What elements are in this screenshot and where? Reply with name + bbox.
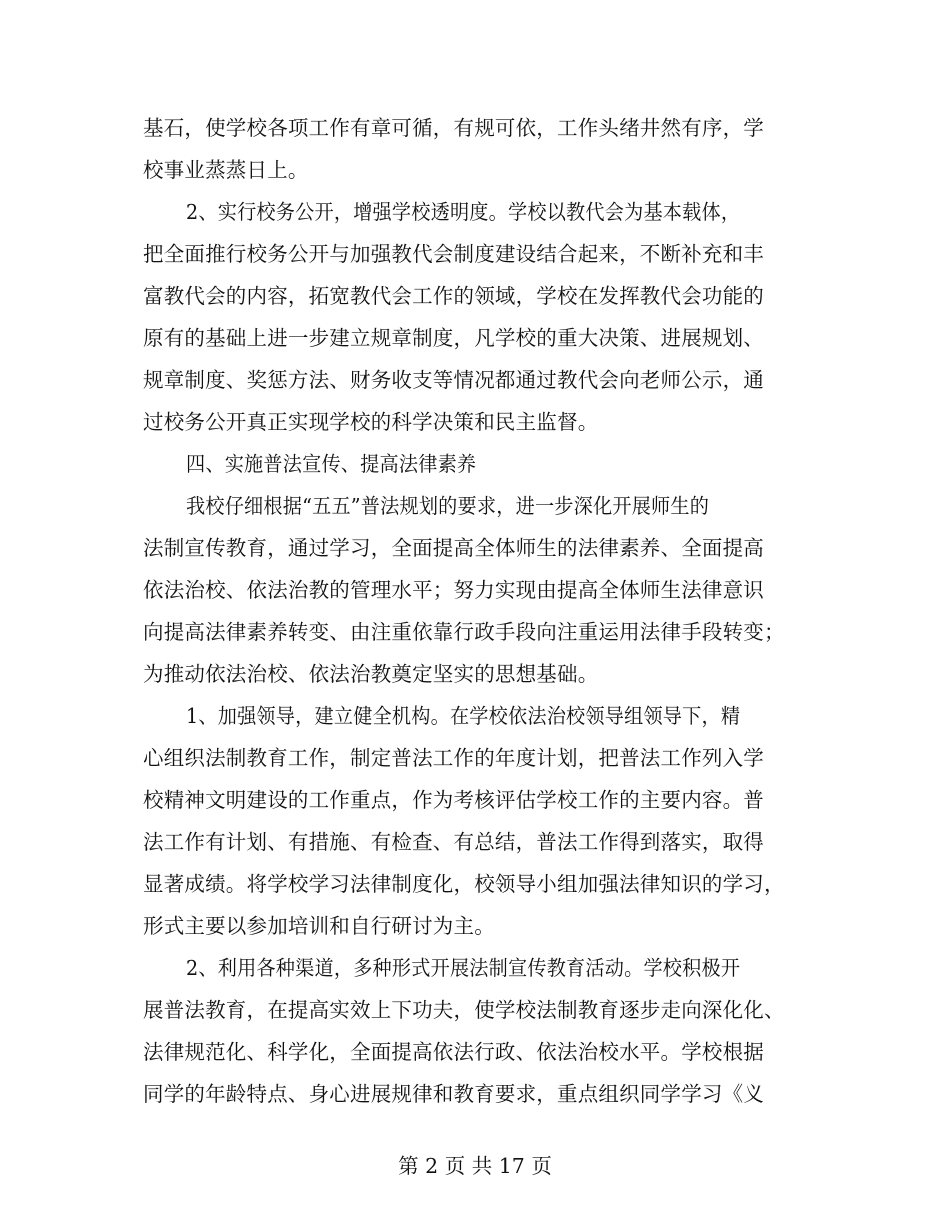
text-line: 展普法教育，在提高实效上下功夫，使学校法制教育逐步走向深化化、	[143, 998, 785, 1022]
text-line: 1、加强领导，建立健全机构。在学校依法治校领导组领导下，精	[186, 704, 741, 728]
text-line: 基石，使学校各项工作有章可循，有规可依，工作头绪井然有序，学	[143, 116, 764, 140]
text-line: 规章制度、奖惩方法、财务收支等情况都通过教代会向老师公示，通	[143, 368, 764, 392]
text-line: 我校仔细根据“五五”普法规划的要求，进一步深化开展师生的	[186, 494, 710, 518]
text-line: 心组织法制教育工作，制定普法工作的年度计划，把普法工作列入学	[143, 746, 764, 770]
text-line: 依法治校、依法治教的管理水平；努力实现由提高全体师生法律意识	[143, 578, 764, 602]
text-line: 形式主要以参加培训和自行研讨为主。	[143, 914, 495, 938]
text-line: 为推动依法治校、依法治教奠定坚实的思想基础。	[143, 662, 599, 686]
text-line: 把全面推行校务公开与加强教代会制度建设结合起来，不断补充和丰	[143, 242, 764, 266]
text-line: 2、实行校务公开，增强学校透明度。学校以教代会为基本载体，	[186, 200, 741, 224]
text-line: 法制宣传教育，通过学习，全面提高全体师生的法律素养、全面提高	[143, 536, 764, 560]
text-line: 法工作有计划、有措施、有检查、有总结，普法工作得到落实，取得	[143, 830, 764, 854]
text-line: 法律规范化、科学化，全面提高依法行政、依法治校水平。学校根据	[143, 1040, 764, 1064]
text-line: 富教代会的内容，拓宽教代会工作的领域，学校在发挥教代会功能的	[143, 284, 764, 308]
text-line: 原有的基础上进一步建立规章制度，凡学校的重大决策、进展规划、	[143, 326, 764, 350]
section-heading: 四、实施普法宣传、提高法律素养	[186, 452, 477, 476]
text-line: 校事业蒸蒸日上。	[143, 158, 309, 182]
page-number-footer: 第 2 页 共 17 页	[398, 1154, 552, 1178]
text-line: 向提高法律素养转变、由注重依靠行政手段向注重运用法律手段转变；	[143, 620, 785, 644]
text-line: 同学的年龄特点、身心进展规律和教育要求，重点组织同学学习《义	[143, 1082, 764, 1106]
text-line: 2、利用各种渠道，多种形式开展法制宣传教育活动。学校积极开	[186, 956, 741, 980]
text-line: 过校务公开真正实现学校的科学决策和民主监督。	[143, 410, 599, 434]
text-line: 校精神文明建设的工作重点，作为考核评估学校工作的主要内容。普	[143, 788, 764, 812]
text-line: 显著成绩。将学校学习法律制度化，校领导小组加强法律知识的学习，	[143, 872, 785, 896]
